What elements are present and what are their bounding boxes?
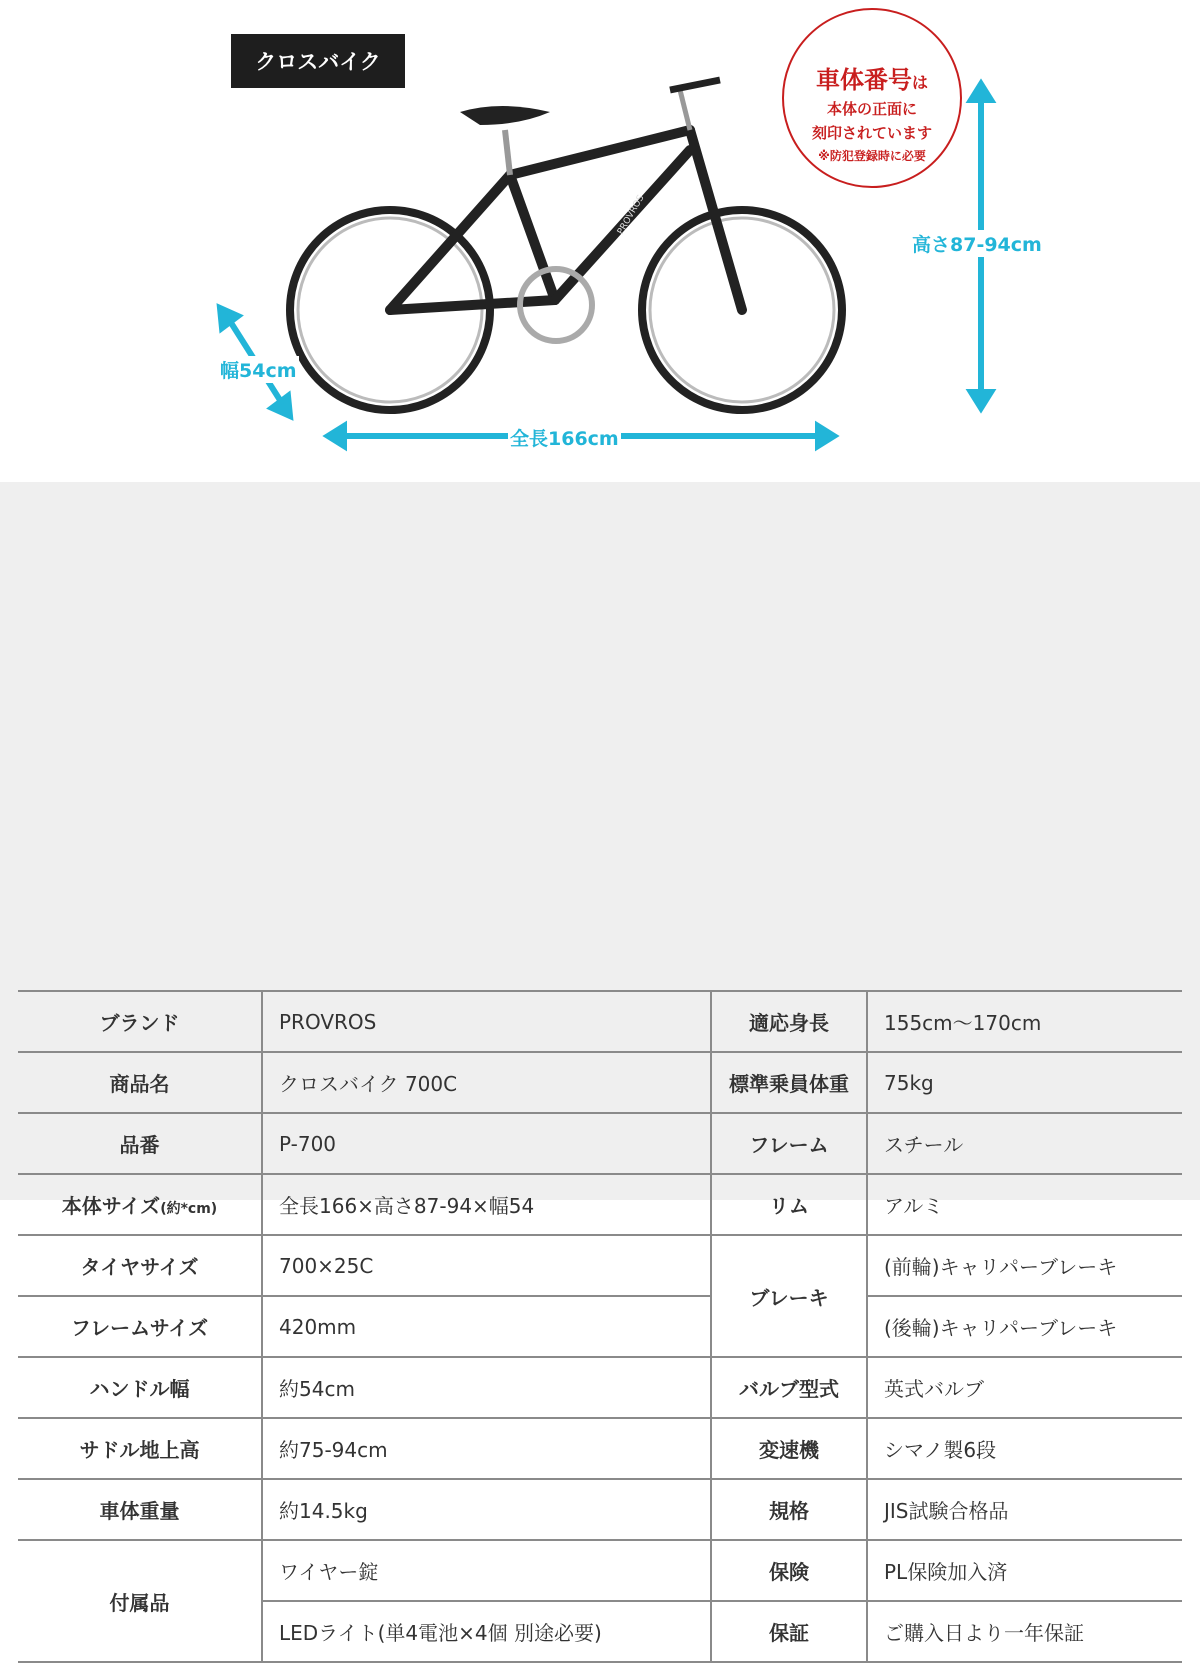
table-row bbox=[18, 1418, 1182, 1479]
spec-label: 規格 bbox=[711, 1479, 867, 1540]
spec-label: 付属品 bbox=[18, 1540, 262, 1662]
spec-value: PROVROS bbox=[262, 991, 711, 1052]
table-row bbox=[18, 1540, 1182, 1601]
spec-value: クロスバイク 700C bbox=[262, 1052, 711, 1113]
table-row bbox=[18, 1235, 1182, 1296]
spec-value: 75kg bbox=[867, 1052, 1182, 1113]
callout-suffix: は bbox=[911, 73, 928, 92]
spec-label: ブランド bbox=[18, 991, 262, 1052]
spec-label: ハンドル幅 bbox=[18, 1357, 262, 1418]
spec-label: 品番 bbox=[18, 1113, 262, 1174]
spec-label: リム bbox=[711, 1174, 867, 1235]
spec-table bbox=[18, 990, 1182, 1663]
spec-value: アルミ bbox=[867, 1174, 1182, 1235]
spec-label: 保険 bbox=[711, 1540, 867, 1601]
spec-value: シマノ製6段 bbox=[867, 1418, 1182, 1479]
spec-label: 商品名 bbox=[18, 1052, 262, 1113]
frame bbox=[390, 130, 742, 310]
table-row bbox=[18, 1052, 1182, 1113]
spec-label: 保証 bbox=[711, 1601, 867, 1662]
length-label: 全長166cm bbox=[508, 424, 621, 451]
vin-callout bbox=[782, 8, 962, 188]
height-label: 高さ87-94cm bbox=[910, 230, 1044, 257]
spec-value: 約14.5kg bbox=[262, 1479, 711, 1540]
spec-value: 約54cm bbox=[262, 1357, 711, 1418]
spec-value: ワイヤー錠 bbox=[262, 1540, 711, 1601]
spec-label: フレームサイズ bbox=[18, 1296, 262, 1357]
spec-value: PL保険加入済 bbox=[867, 1540, 1182, 1601]
spec-label: バルブ型式 bbox=[711, 1357, 867, 1418]
spec-label: タイヤサイズ bbox=[18, 1235, 262, 1296]
spec-value: 約75-94cm bbox=[262, 1418, 711, 1479]
spec-value: (前輪)キャリパーブレーキ bbox=[867, 1235, 1182, 1296]
spec-value: スチール bbox=[867, 1113, 1182, 1174]
spec-section bbox=[0, 482, 1200, 1645]
table-row bbox=[18, 1296, 1182, 1357]
spec-value: 英式バルブ bbox=[867, 1357, 1182, 1418]
spec-value: LEDライト(単4電池×4個 別途必要) bbox=[262, 1601, 711, 1662]
callout-title: 車体番号 bbox=[815, 66, 912, 94]
table-row bbox=[18, 1357, 1182, 1418]
spec-value: 155cm〜170cm bbox=[867, 991, 1182, 1052]
spec-value: 700×25C bbox=[262, 1235, 711, 1296]
table-row bbox=[18, 1113, 1182, 1174]
table-row bbox=[18, 1479, 1182, 1540]
frame-logo: PROVROS bbox=[615, 193, 647, 237]
spec-value: ご購入日より一年保証 bbox=[867, 1601, 1182, 1662]
spec-label: ブレーキ bbox=[711, 1235, 867, 1357]
handlebar bbox=[670, 80, 720, 90]
spec-value: (後輪)キャリパーブレーキ bbox=[867, 1296, 1182, 1357]
spec-label: 本体サイズ(約*cm) bbox=[18, 1174, 262, 1235]
spec-label: サドル地上高 bbox=[18, 1418, 262, 1479]
table-row bbox=[18, 991, 1182, 1052]
spec-value: 全長166×高さ87-94×幅54 bbox=[262, 1174, 711, 1235]
callout-note: ※防犯登録時に必要 bbox=[818, 149, 926, 163]
spec-label: フレーム bbox=[711, 1113, 867, 1174]
spec-label: 車体重量 bbox=[18, 1479, 262, 1540]
spec-label: 標準乗員体重 bbox=[711, 1052, 867, 1113]
spec-value: P-700 bbox=[262, 1113, 711, 1174]
width-label: 幅54cm bbox=[218, 356, 299, 383]
table-row bbox=[18, 1174, 1182, 1235]
spec-value: JIS試験合格品 bbox=[867, 1479, 1182, 1540]
spec-value: 420mm bbox=[262, 1296, 711, 1357]
spec-label: 変速機 bbox=[711, 1418, 867, 1479]
spec-label: 適応身長 bbox=[711, 991, 867, 1052]
product-image-area bbox=[0, 0, 1200, 482]
callout-line2: 本体の正面に bbox=[826, 100, 917, 118]
category-tag: クロスバイク bbox=[231, 34, 405, 88]
saddle bbox=[460, 106, 550, 125]
callout-line3: 刻印されています bbox=[811, 124, 932, 142]
